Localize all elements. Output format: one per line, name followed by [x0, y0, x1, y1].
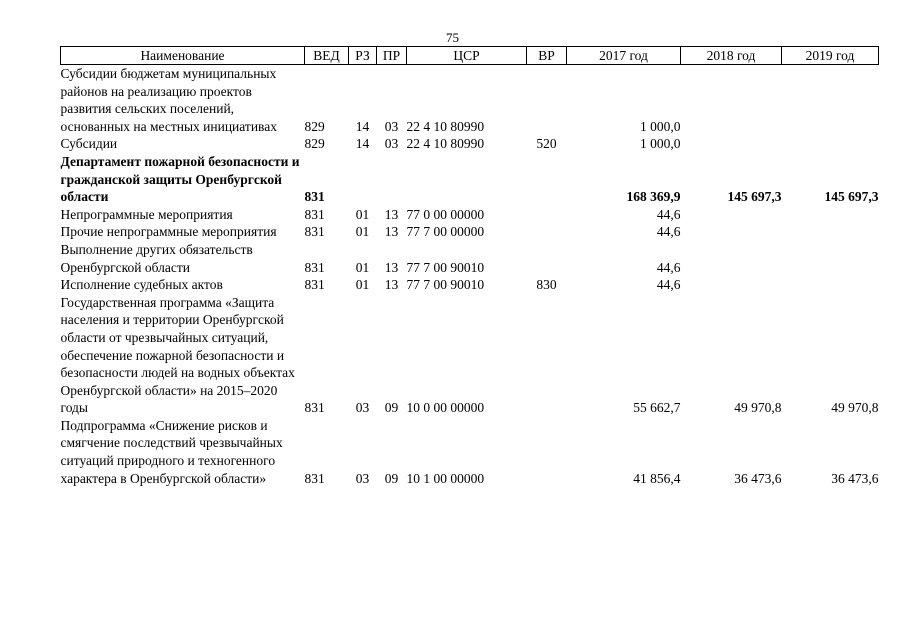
cell-pr: 13 [384, 224, 399, 240]
cell-csr: 77 7 00 90010 [406, 277, 485, 293]
cell-y2017: 168 369,9 [626, 189, 681, 205]
cell-ved: 831 [304, 259, 325, 275]
cell-vr [527, 417, 567, 487]
cell-ved: 831 [304, 470, 325, 486]
cell-vr [527, 223, 567, 241]
cell-y2019 [782, 135, 879, 153]
cell-y2017: 44,6 [656, 206, 681, 222]
cell-csr [407, 153, 527, 206]
cell-y2019: 145 697,3 [824, 189, 879, 205]
cell-ved: 831 [304, 206, 325, 222]
table-row [61, 294, 879, 417]
page-number: 75 [446, 30, 459, 45]
header-pr: ПР [377, 47, 407, 65]
cell-pr: 09 [384, 400, 399, 416]
budget-table [60, 46, 879, 487]
cell-csr: 10 1 00 00000 [406, 470, 485, 486]
cell-rz: 14 [355, 118, 370, 134]
cell-name: Департамент пожарной безопасности и гражданской защиты Оренбургской области [60, 153, 300, 205]
cell-y2018: 36 473,6 [734, 470, 782, 486]
cell-y2019 [782, 65, 879, 136]
cell-y2019: 36 473,6 [831, 470, 879, 486]
cell-rz: 14 [355, 136, 370, 152]
header-2019: 2019 год [782, 47, 879, 65]
cell-y2018 [681, 65, 782, 136]
cell-y2017: 1 000,0 [640, 118, 681, 134]
cell-rz: 03 [355, 470, 370, 486]
cell-pr: 03 [384, 136, 399, 152]
table-row [61, 276, 879, 294]
cell-ved: 829 [304, 136, 325, 152]
cell-y2017: 1 000,0 [640, 136, 681, 152]
cell-vr: 520 [536, 136, 557, 152]
cell-rz: 01 [355, 206, 370, 222]
cell-csr: 22 4 10 80990 [406, 136, 485, 152]
table-row [61, 206, 879, 224]
header-name: Наименование [61, 47, 305, 65]
cell-vr [527, 241, 567, 276]
header-csr: ЦСР [407, 47, 527, 65]
cell-rz: 01 [355, 277, 370, 293]
cell-name: Субсидии бюджетам муниципальных районов на реализацию проектов развития сельских поселений, основанных на местных инициативах [60, 66, 277, 134]
table-row [61, 241, 879, 276]
header-vr: ВР [527, 47, 567, 65]
cell-y2019 [782, 223, 879, 241]
cell-y2017: 44,6 [656, 224, 681, 240]
cell-y2019: 49 970,8 [831, 400, 879, 416]
cell-ved: 829 [304, 118, 325, 134]
table-row [61, 417, 879, 487]
cell-y2019 [782, 206, 879, 224]
cell-vr [527, 153, 567, 206]
header-rz: РЗ [349, 47, 377, 65]
cell-ved: 831 [304, 224, 325, 240]
header-2017: 2017 год [567, 47, 681, 65]
cell-vr [527, 65, 567, 136]
cell-pr: 03 [384, 118, 399, 134]
cell-name: Непрограммные мероприятия [60, 206, 233, 222]
cell-name: Исполнение судебных актов [60, 277, 223, 293]
cell-y2017: 55 662,7 [633, 400, 681, 416]
table-row [61, 223, 879, 241]
cell-y2018 [681, 135, 782, 153]
cell-pr: 09 [384, 470, 399, 486]
cell-y2018 [681, 223, 782, 241]
cell-ved: 831 [304, 189, 325, 205]
cell-vr [527, 294, 567, 417]
cell-y2018 [681, 241, 782, 276]
table-header-row [61, 47, 879, 65]
cell-ved: 831 [304, 400, 325, 416]
table-row [61, 65, 879, 136]
cell-pr: 13 [384, 206, 399, 222]
cell-y2018 [681, 276, 782, 294]
cell-csr: 10 0 00 00000 [406, 400, 485, 416]
cell-y2018: 49 970,8 [734, 400, 782, 416]
cell-vr [527, 206, 567, 224]
cell-y2019 [782, 276, 879, 294]
cell-rz: 01 [355, 259, 370, 275]
cell-vr: 830 [536, 277, 557, 293]
cell-rz: 01 [355, 224, 370, 240]
cell-name: Государственная программа «Защита населения и территории Оренбургской области от чрезвычайных ситуаций, обеспечение пожарной безопасности и безопасности людей на водных объектах Оренбургской области» на 2015–2020 годы [60, 294, 295, 416]
table-row [61, 135, 879, 153]
table-row [61, 153, 879, 206]
table-body [61, 65, 879, 488]
cell-csr: 77 7 00 00000 [406, 224, 485, 240]
cell-ved: 831 [304, 277, 325, 293]
cell-name: Выполнение других обязательств Оренбургской области [60, 241, 253, 275]
cell-y2019 [782, 241, 879, 276]
cell-y2018: 145 697,3 [727, 189, 782, 205]
cell-csr: 77 7 00 90010 [406, 259, 485, 275]
cell-pr: 13 [384, 259, 399, 275]
cell-y2017: 44,6 [656, 259, 681, 275]
cell-name: Прочие непрограммные мероприятия [60, 224, 277, 240]
cell-rz: 03 [355, 400, 370, 416]
header-ved: ВЕД [305, 47, 349, 65]
cell-pr: 13 [384, 277, 399, 293]
cell-pr [377, 153, 407, 206]
cell-y2018 [681, 206, 782, 224]
cell-csr: 22 4 10 80990 [406, 118, 485, 134]
header-2018: 2018 год [681, 47, 782, 65]
cell-name: Подпрограмма «Снижение рисков и смягчение последствий чрезвычайных ситуаций природного и техногенного характера в Оренбургской области» [60, 417, 283, 486]
cell-csr: 77 0 00 00000 [406, 206, 485, 222]
cell-rz [349, 153, 377, 206]
cell-y2017: 41 856,4 [633, 470, 681, 486]
cell-name: Субсидии [60, 136, 118, 152]
cell-y2017: 44,6 [656, 277, 681, 293]
